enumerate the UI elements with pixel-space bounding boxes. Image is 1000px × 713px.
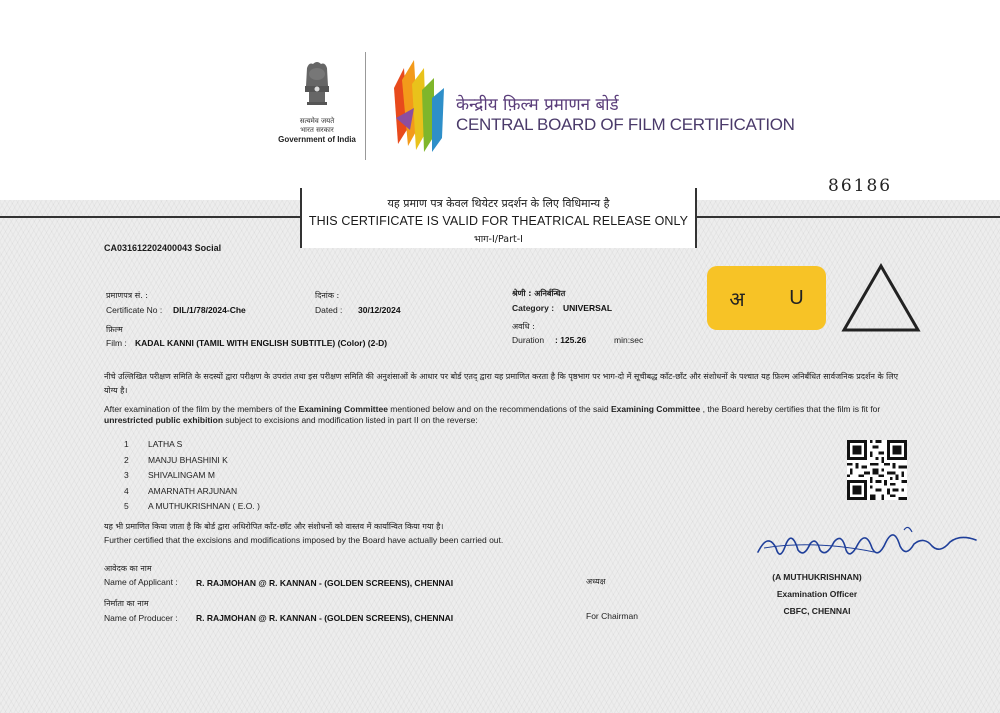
cbfc-title-english: CENTRAL BOARD OF FILM CERTIFICATION (456, 115, 795, 134)
producer-label: Name of Producer : (104, 613, 178, 623)
category-value: UNIVERSAL (563, 303, 613, 313)
para-text-2: mentioned below and on the recommendations of the said (387, 404, 611, 414)
certification-paragraph-hindi: नीचे उल्लिखित परीक्षण समिति के सदस्यों द्वारा परीक्षण के उपरांत तथा इस परीक्षण समिति की अनुशंसाओं के आधार पर बोर्ड एतद् द्वारा यह प्रमाणित करता है कि पृष्ठभाग पर भाग-दो में सूचीबद्ध काँट-छाँट और संशोधनों के पश्चात यह फ़िल्म अनिर्बंधित सार्वजनिक प्रदर्शन के लिए योग्य है। (104, 372, 899, 395)
further-cert-hindi: यह भी प्रमाणित किया जाता है कि बोर्ड द्वारा अधिरोपित काँट-छाँट और संशोधनों को वास्तव में कार्यान्वित किया गया है। (104, 522, 444, 531)
banner-rule-left (0, 216, 300, 218)
applicant-label: Name of Applicant : (104, 577, 178, 587)
member-number: 4 (124, 485, 129, 496)
list-item (124, 481, 260, 497)
duration-label: Duration (512, 335, 545, 345)
serial-number: 86186 (828, 176, 893, 196)
list-item (124, 465, 260, 481)
cert-no-value: DIL/1/78/2024-Che (173, 305, 246, 315)
para-bold-3: unrestricted public exhibition (104, 415, 224, 425)
cert-no-label: Certificate No : (106, 305, 163, 315)
chairman-hindi: अध्यक्ष (586, 577, 606, 586)
duration-unit: min:sec (614, 335, 644, 345)
signatory-block (752, 572, 882, 616)
date-label: Dated : (315, 305, 343, 315)
member-number: 1 (124, 439, 129, 449)
list-item (124, 450, 260, 466)
duration-hindi: अवधि : (512, 322, 535, 331)
para-bold-2: Examining Committee (610, 404, 701, 414)
film-label: Film : (106, 338, 127, 348)
date-value: 30/12/2024 (358, 305, 401, 315)
producer-value: R. RAJMOHAN @ R. KANNAN - (GOLDEN SCREENS), CHENNAI (196, 613, 454, 623)
film-hindi: फ़िल्म (106, 325, 123, 334)
para-text-3: , the Board hereby certifies that the film is fit for (700, 404, 881, 414)
category-hindi: श्रेणी : अनिर्बन्धित (512, 289, 566, 298)
member-name: SHIVALINGAM M (148, 470, 215, 480)
ca-number: CA031612202400043 Social (104, 243, 222, 253)
category-badge (707, 266, 826, 330)
date-hindi: दिनांक : (315, 291, 340, 300)
signature-image (754, 522, 984, 570)
validity-banner (300, 188, 697, 248)
lion-capital-icon (301, 60, 333, 112)
member-name: LATHA S (148, 439, 183, 449)
applicant-value: R. RAJMOHAN @ R. KANNAN - (GOLDEN SCREENS), CHENNAI (196, 578, 454, 588)
member-name: AMARNATH ARJUNAN (148, 485, 238, 496)
applicant-hindi: आवेदक का नाम (104, 564, 152, 573)
for-chairman-label: For Chairman (586, 611, 638, 621)
cert-no-hindi: प्रमाणपत्र सं. : (106, 291, 148, 300)
cbfc-title-hindi: केन्द्रीय फ़िल्म प्रमाणन बोर्ड (456, 95, 619, 115)
signatory-name: (A MUTHUKRISHNAN) (772, 572, 862, 582)
further-cert-english: Further certified that the excisions and modifications imposed by the Board have actually been carried out. (104, 535, 504, 545)
cbfc-logo-icon (388, 58, 450, 154)
para-text-4: subject to excisions and modification listed in part II on the reverse: (223, 415, 478, 425)
category-label: Category : (512, 303, 555, 313)
signatory-office: CBFC, CHENNAI (783, 606, 851, 616)
badge-hindi: अ (729, 286, 745, 311)
signatory-title: Examination Officer (776, 589, 858, 599)
member-number: 2 (124, 454, 129, 465)
banner-english: THIS CERTIFICATE IS VALID FOR THEATRICAL RELEASE ONLY (308, 214, 689, 228)
banner-hindi: यह प्रमाण पत्र केवल थियेटर प्रदर्शन के लिए विधिमान्य है (387, 197, 610, 210)
producer-hindi: निर्माता का नाम (104, 599, 149, 608)
badge-english: U (789, 286, 804, 309)
para-text-1: After examination of the film by the members of the (104, 404, 299, 414)
duration-value: : 125.26 (555, 335, 587, 345)
member-number: 5 (124, 501, 129, 511)
film-value: KADAL KANNI (TAMIL WITH ENGLISH SUBTITLE) (Color) (2-D) (135, 338, 388, 348)
member-name: A MUTHUKRISHNAN ( E.O. ) (148, 501, 260, 511)
member-number: 3 (124, 470, 129, 480)
national-emblem (272, 60, 362, 144)
certification-paragraph-english (104, 404, 904, 426)
emblem-hindi-gov: भारत सरकार (300, 126, 334, 134)
banner-rule-right (693, 216, 1000, 218)
member-name: MANJU BHASHINI K (148, 454, 228, 465)
committee-members-list (124, 434, 260, 512)
banner-part: भाग-I/Part-I (474, 234, 523, 245)
emblem-motto: सत्यमेव जयते (299, 117, 335, 125)
para-bold-1: Examining Committee (298, 404, 388, 414)
government-of-india-label: Government of India (278, 135, 356, 144)
qr-code-icon (847, 440, 907, 500)
list-item (124, 496, 260, 512)
header-divider (365, 52, 366, 160)
triangle-mark-icon (840, 262, 922, 334)
list-item (124, 434, 260, 450)
